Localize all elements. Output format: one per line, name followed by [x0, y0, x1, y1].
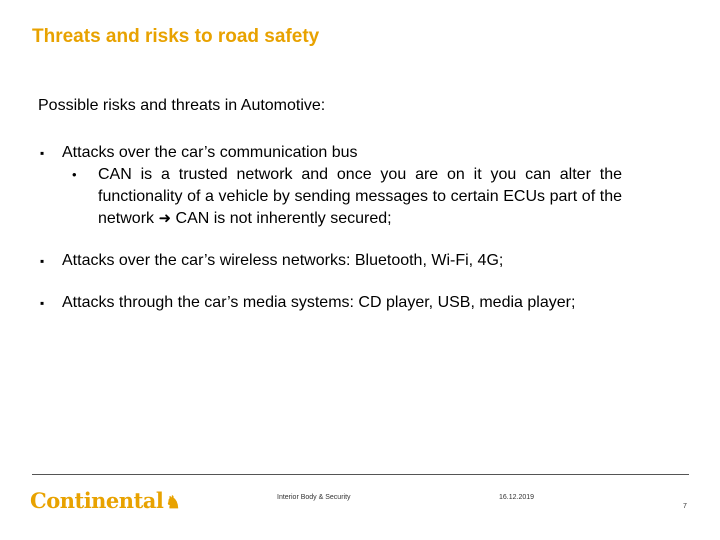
square-bullet-icon: ▪ [40, 254, 45, 268]
bullet-text: Attacks over the car’s wireless networks: Bluetooth, Wi-Fi, 4G; [62, 252, 504, 269]
bullet-item [40, 142, 622, 164]
dot-bullet-icon: • [72, 167, 77, 182]
footer-date: 16.12.2019 [499, 494, 535, 501]
intro-text: Possible risks and threats in Automotive: [38, 97, 326, 114]
footer-divider [32, 474, 689, 475]
horse-icon: ♞ [165, 493, 181, 513]
square-bullet-icon: ▪ [40, 146, 45, 160]
footer-department: Interior Body & Security [277, 494, 351, 501]
sub-bullet-text: CAN is a trusted network and once you are on it you can alter the functionality of a vehicle by sending messages to certain ECUs part of the network [98, 166, 622, 227]
square-bullet-icon: ▪ [40, 296, 45, 310]
slide-title: Threats and risks to road safety [32, 26, 320, 47]
arrow-right-icon: ➜ [158, 210, 172, 227]
continental-logo [30, 488, 180, 513]
sub-bullet-conclusion: CAN is not inherently secured; [175, 210, 392, 227]
logo-wordmark: Continental [30, 488, 164, 513]
sub-bullet-item [72, 164, 622, 230]
bullet-text: Attacks through the car’s media systems: CD player, USB, media player; [62, 294, 576, 311]
bullet-text: Attacks over the car’s communication bus [62, 144, 358, 161]
bullet-item [40, 250, 622, 272]
page-number: 7 [683, 503, 687, 510]
bullet-item [40, 292, 622, 314]
